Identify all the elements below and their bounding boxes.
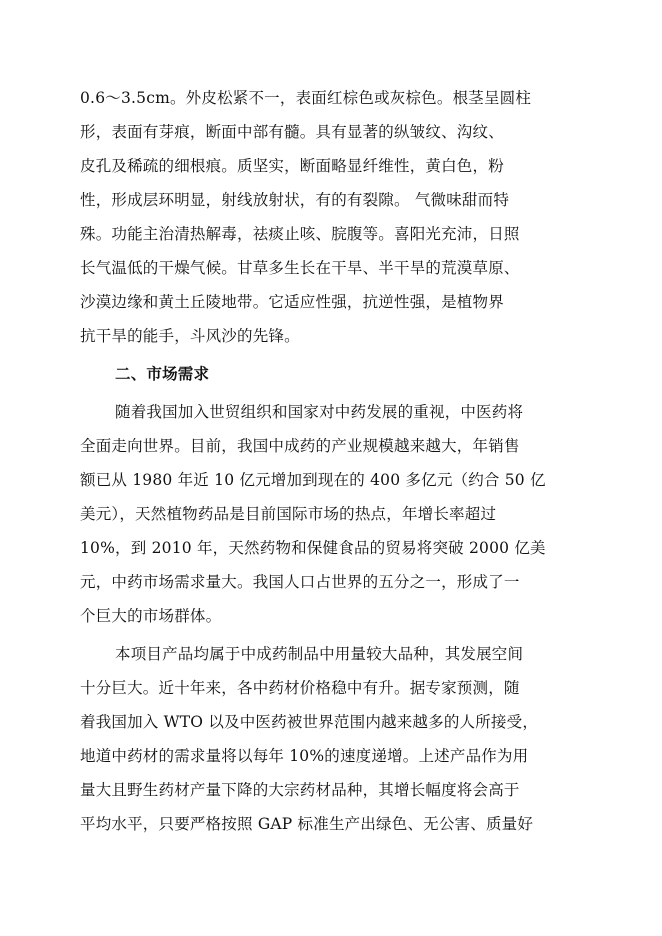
paragraph-1-line-4: 性，形成层环明显，射线放射状，有的有裂隙。 气微味甜而特	[80, 191, 510, 209]
paragraph-2-line-6: 元，中药市场需求量大。我国人口占世界的五分之一，形成了一	[80, 573, 520, 591]
paragraph-2-line-1: 随着我国加入世贸组织和国家对中药发展的重视，中医药将	[115, 403, 524, 421]
paragraph-3-line-4: 地道中药材的需求量将以每年 10%的速度递增。上述产品作为用	[80, 747, 529, 765]
paragraph-2-line-3: 额已从 1980 年近 10 亿元增加到现在的 400 多亿元（约合 50 亿	[80, 471, 546, 489]
paragraph-1-line-2: 形，表面有芽痕，断面中部有髓。具有显著的纵皱纹、沟纹、	[80, 123, 504, 141]
paragraph-1-line-8: 抗干旱的能手，斗风沙的先锋。	[80, 327, 300, 345]
paragraph-3-line-2: 十分巨大。近十年来，各中药材价格稳中有升。据专家预测，随	[80, 679, 520, 697]
paragraph-2-line-2: 全面走向世界。目前，我国中成药的产业规模越来越大，年销售	[80, 437, 520, 455]
section-heading: 二、市场需求	[115, 364, 210, 383]
paragraph-1-line-5: 殊。功能主治清热解毒，祛痰止咳、脘腹等。喜阳光充沛，日照	[80, 225, 520, 243]
paragraph-2-line-5: 10%，到 2010 年，天然药物和保健食品的贸易将突破 2000 亿美	[80, 539, 546, 557]
paragraph-3-line-5: 量大且野生药材产量下降的大宗药材品种，其增长幅度将会高于	[80, 781, 520, 799]
paragraph-2-line-4: 美元），天然植物药品是目前国际市场的热点，年增长率超过	[80, 505, 497, 523]
paragraph-1-line-1: 0.6～3.5cm。外皮松紧不一，表面红棕色或灰棕色。根茎呈圆柱	[80, 89, 532, 107]
paragraph-1-line-6: 长气温低的干燥气候。甘草多生长在干旱、半干旱的荒漠草原、	[80, 259, 520, 277]
paragraph-3-line-1: 本项目产品均属于中成药制品中用量较大品种，其发展空间	[115, 645, 524, 663]
paragraph-1-line-7: 沙漠边缘和黄土丘陵地带。它适应性强，抗逆性强，是植物界	[80, 293, 504, 311]
paragraph-3-line-3: 着我国加入 WTO 以及中医药被世界范围内越来越多的人所接受，	[80, 713, 539, 731]
paragraph-2-line-7: 个巨大的市场群体。	[80, 607, 222, 625]
paragraph-3-line-6: 平均水平，只要严格按照 GAP 标准生产出绿色、无公害、质量好	[80, 815, 534, 833]
paragraph-1-line-3: 皮孔及稀疏的细根痕。质坚实，断面略显纤维性，黄白色，粉	[80, 157, 504, 175]
